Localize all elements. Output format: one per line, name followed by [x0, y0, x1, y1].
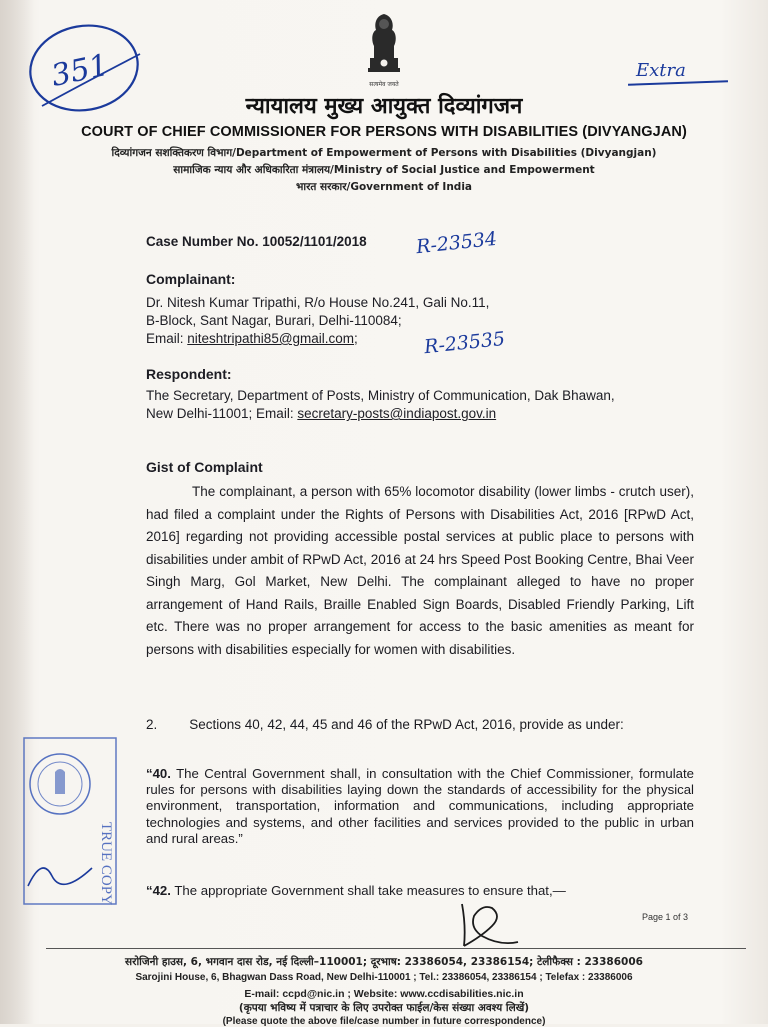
- footer-contact: E-mail: ccpd@nic.in ; Website: www.ccdisabilities.nic.in: [244, 988, 524, 1000]
- gist-heading: Gist of Complaint: [146, 459, 263, 475]
- respondent-address-line1: The Secretary, Department of Posts, Ministry of Communication, Dak Bhawan,: [146, 388, 615, 403]
- complainant-label: Complainant:: [146, 271, 236, 287]
- footer-note: (Please quote the above file/case number in future correspondence): [222, 1016, 546, 1027]
- page-number: Page 1 of 3: [642, 912, 689, 922]
- true-copy-stamp: [22, 736, 118, 906]
- department-line: दिव्यांगजन सशक्तिकरण विभाग/Department of Empowerment of Persons with Disabilities (Divyangjan): [111, 147, 657, 159]
- true-copy-text: TRUE COPY: [98, 822, 114, 905]
- handwritten-reference-1: R-23534: [415, 227, 499, 259]
- respondent-address-line2: New Delhi-11001; Email:: [146, 406, 298, 421]
- respondent-email-link[interactable]: secretary-posts@indiapost.gov.in: [297, 406, 497, 421]
- complainant-email-line: [146, 331, 358, 346]
- section-42-lead: “42.: [146, 883, 171, 898]
- respondent-label: Respondent:: [146, 366, 232, 382]
- section-2-paragraph: [146, 716, 694, 733]
- section-42-quote: [146, 883, 694, 899]
- ministry-line: सामाजिक न्याय और अधिकारिता मंत्रालय/Ministry of Social Justice and Empowerment: [173, 164, 595, 176]
- handwritten-extra-note: Extra: [636, 60, 686, 81]
- government-line: भारत सरकार/Government of India: [295, 181, 473, 193]
- section-40-lead: “40.: [146, 766, 171, 781]
- section-2-number: 2.: [146, 717, 158, 732]
- court-title: COURT OF CHIEF COMMISSIONER FOR PERSONS WITH DISABILITIES (DIVYANGJAN): [81, 124, 687, 140]
- footer-hindi-address: सरोजिनी हाउस, 6, भगवान दास रोड, नई दिल्ली–110001; दूरभाष: 23386054, 23386154; टेलीफैक्स : 23386006: [125, 956, 643, 968]
- respondent-email-line: [146, 406, 496, 421]
- extra-underline: [628, 80, 728, 85]
- section-42-text: The appropriate Government shall take measures to ensure that,—: [170, 883, 566, 898]
- complainant-email-link[interactable]: niteshtripathi85@gmail.com: [187, 331, 355, 346]
- handwritten-reference-2: R-23535: [423, 327, 507, 359]
- complainant-address-line1: Dr. Nitesh Kumar Tripathi, R/o House No.241, Gali No.11,: [146, 295, 490, 310]
- section-40-quote: [146, 766, 694, 847]
- hindi-court-title: न्यायालय मुख्य आयुक्त दिव्यांगजन: [245, 94, 523, 119]
- complainant-email-suffix: ;: [354, 331, 358, 346]
- national-emblem-icon: [362, 10, 406, 80]
- gist-paragraph: [146, 481, 694, 661]
- signature-mark: [452, 896, 522, 952]
- case-number: Case Number No. 10052/1101/2018: [146, 234, 367, 249]
- gist-text: The complainant, a person with 65% locomotor disability (lower limbs - crutch user), had filed a complaint under the Rights of Persons with Disabilities Act, 2016 [RPwD Act, 2016] regarding not providing accessible postal services at public place to persons with disabilities under ambit of RPwD Act, 2016 at 24 hrs Speed Post Booking Centre, Bhai Veer Singh Marg, Gol Market, New Delhi. The complainant alleged to have no proper arrangement of Hand Rails, Braille Enabled Sign Boards, Disabled Friendly Parking, Lift etc. There was no proper arrangement for access to the basic amenities as meant for persons with disabilities especially for women with disabilities.: [146, 484, 694, 657]
- footer-divider: [46, 948, 746, 949]
- section-2-text: Sections 40, 42, 44, 45 and 46 of the RPwD Act, 2016, provide as under:: [189, 717, 624, 732]
- footer-hindi-note: (कृपया भविष्य में पत्राचार के लिए उपरोक्त फाईल/केस संख्या अवश्य लिखें): [238, 1002, 530, 1014]
- complainant-address-line2: B-Block, Sant Nagar, Burari, Delhi-110084;: [146, 313, 402, 328]
- section-40-text: The Central Government shall, in consultation with the Chief Commissioner, formulate rules for persons with disabilities laying down the standards of accessibility for the physical environment, transportation, information and communications, including appropriate technologies and systems, and other facilities and services provided to the public in urban and rural areas.”: [146, 766, 694, 846]
- footer-address: Sarojini House, 6, Bhagwan Dass Road, New Delhi-110001 ; Tel.: 23386054, 23386154 ; Telefax : 23386006: [135, 972, 633, 983]
- emblem-motto: सत्यमेव जयते: [369, 81, 399, 88]
- complainant-email-label: Email:: [146, 331, 188, 346]
- circle-number-text: 351: [48, 47, 112, 94]
